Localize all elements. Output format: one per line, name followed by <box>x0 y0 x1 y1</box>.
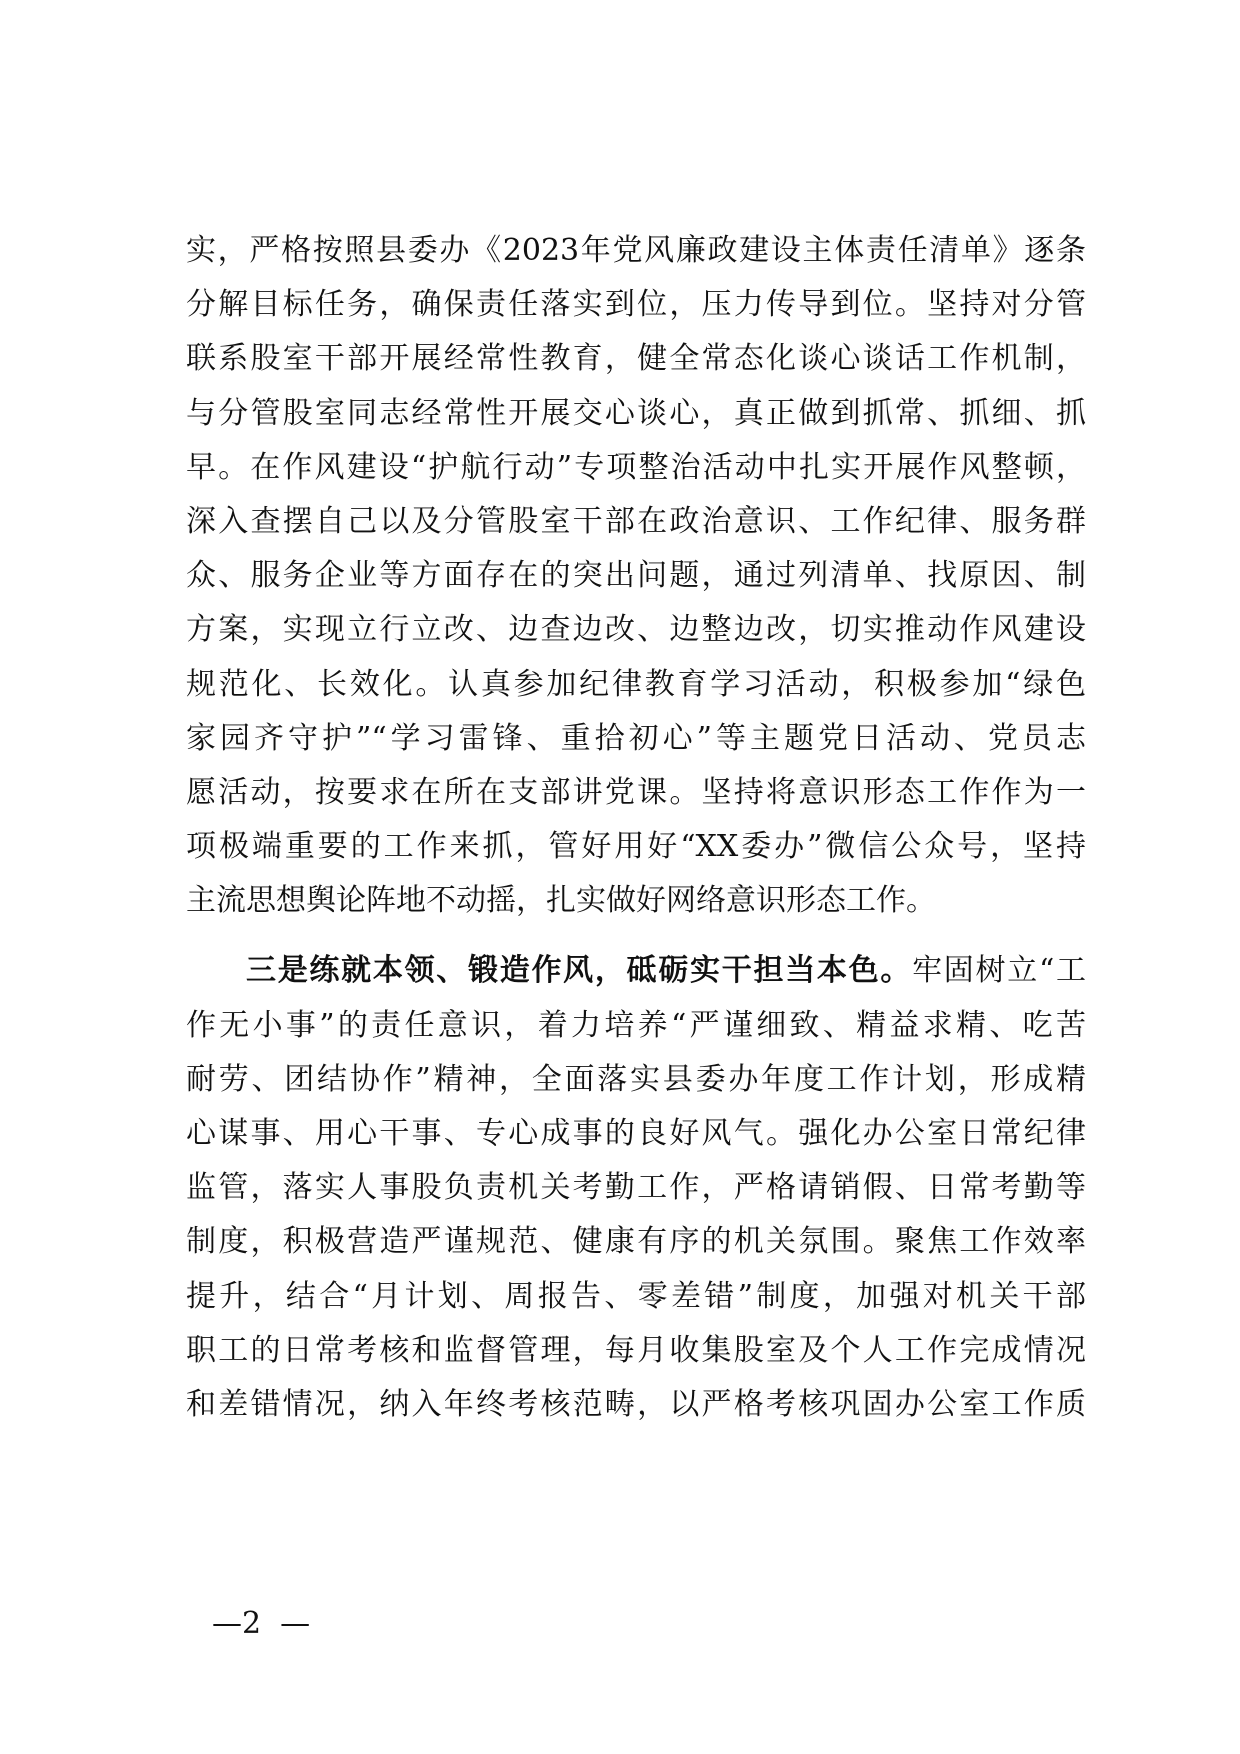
text-line: 监管，落实人事股负责机关考勤工作，严格请销假、日常考勤等 <box>186 1170 1086 1206</box>
text-line: 实，严格按照县委办《2023年党风廉政建设主体责任清单》逐条 <box>186 233 1086 268</box>
text-line: 职工的日常考核和监督管理，每月收集股室及个人工作完成情况 <box>186 1332 1086 1368</box>
text-line: 规范化、长效化。认真参加纪律教育学习活动，积极参加“绿色 <box>186 666 1086 702</box>
text-line: 与分管股室同志经常性开展交心谈心，真正做到抓常、抓细、抓 <box>186 395 1086 431</box>
text-line: 制度，积极营造严谨规范、健康有序的机关氛围。聚焦工作效率 <box>186 1224 1086 1260</box>
text-line: 家园齐守护”“学习雷锋、重拾初心”等主题党日活动、党员志 <box>186 720 1086 756</box>
paragraph-1 <box>186 224 1086 928</box>
text-line: 和差错情况，纳入年终考核范畴，以严格考核巩固办公室工作质 <box>186 1386 1086 1422</box>
body-text <box>186 224 1086 1432</box>
paragraph-gap <box>186 928 1086 944</box>
text-line: 心谋事、用心干事、专心成事的良好风气。强化办公室日常纪律 <box>186 1116 1086 1151</box>
text-line: 愿活动，按要求在所在支部讲党课。坚持将意识形态工作作为一 <box>186 774 1086 810</box>
page-number: —2 — <box>212 1606 311 1641</box>
text-line: 联系股室干部开展经常性教育，健全常态化谈心谈话工作机制， <box>186 341 1086 377</box>
paragraph-2 <box>186 944 1086 1432</box>
text-line: 深入查摆自己以及分管股室干部在政治意识、工作纪律、服务群 <box>186 503 1086 539</box>
text-line-first <box>186 944 1086 998</box>
text-line: 耐劳、团结协作”精神，全面落实县委办年度工作计划，形成精 <box>186 1061 1086 1097</box>
text-line: 主流思想舆论阵地不动摇，扎实做好网络意识形态工作。 <box>186 883 936 919</box>
text-run: 牢固树立“工 <box>912 953 1087 989</box>
text-line: 方案，实现立行立改、边查边改、边整边改，切实推动作风建设 <box>186 612 1086 648</box>
text-line: 早。在作风建设“护航行动”专项整治活动中扎实开展作风整顿， <box>186 449 1086 485</box>
text-line: 提升，结合“月计划、周报告、零差错”制度，加强对机关干部 <box>186 1278 1086 1314</box>
text-line: 分解目标任务，确保责任落实到位，压力传导到位。坚持对分管 <box>186 287 1086 323</box>
paragraph-heading: 三是练就本领、锻造作风，砥砺实干担当本色。 <box>246 953 913 989</box>
text-line: 作无小事”的责任意识，着力培养“严谨细致、精益求精、吃苦 <box>186 1007 1086 1043</box>
text-line: 众、服务企业等方面存在的突出问题，通过列清单、找原因、制 <box>186 558 1086 594</box>
text-line: 项极端重要的工作来抓，管好用好“XX委办”微信公众号，坚持 <box>186 829 1086 865</box>
